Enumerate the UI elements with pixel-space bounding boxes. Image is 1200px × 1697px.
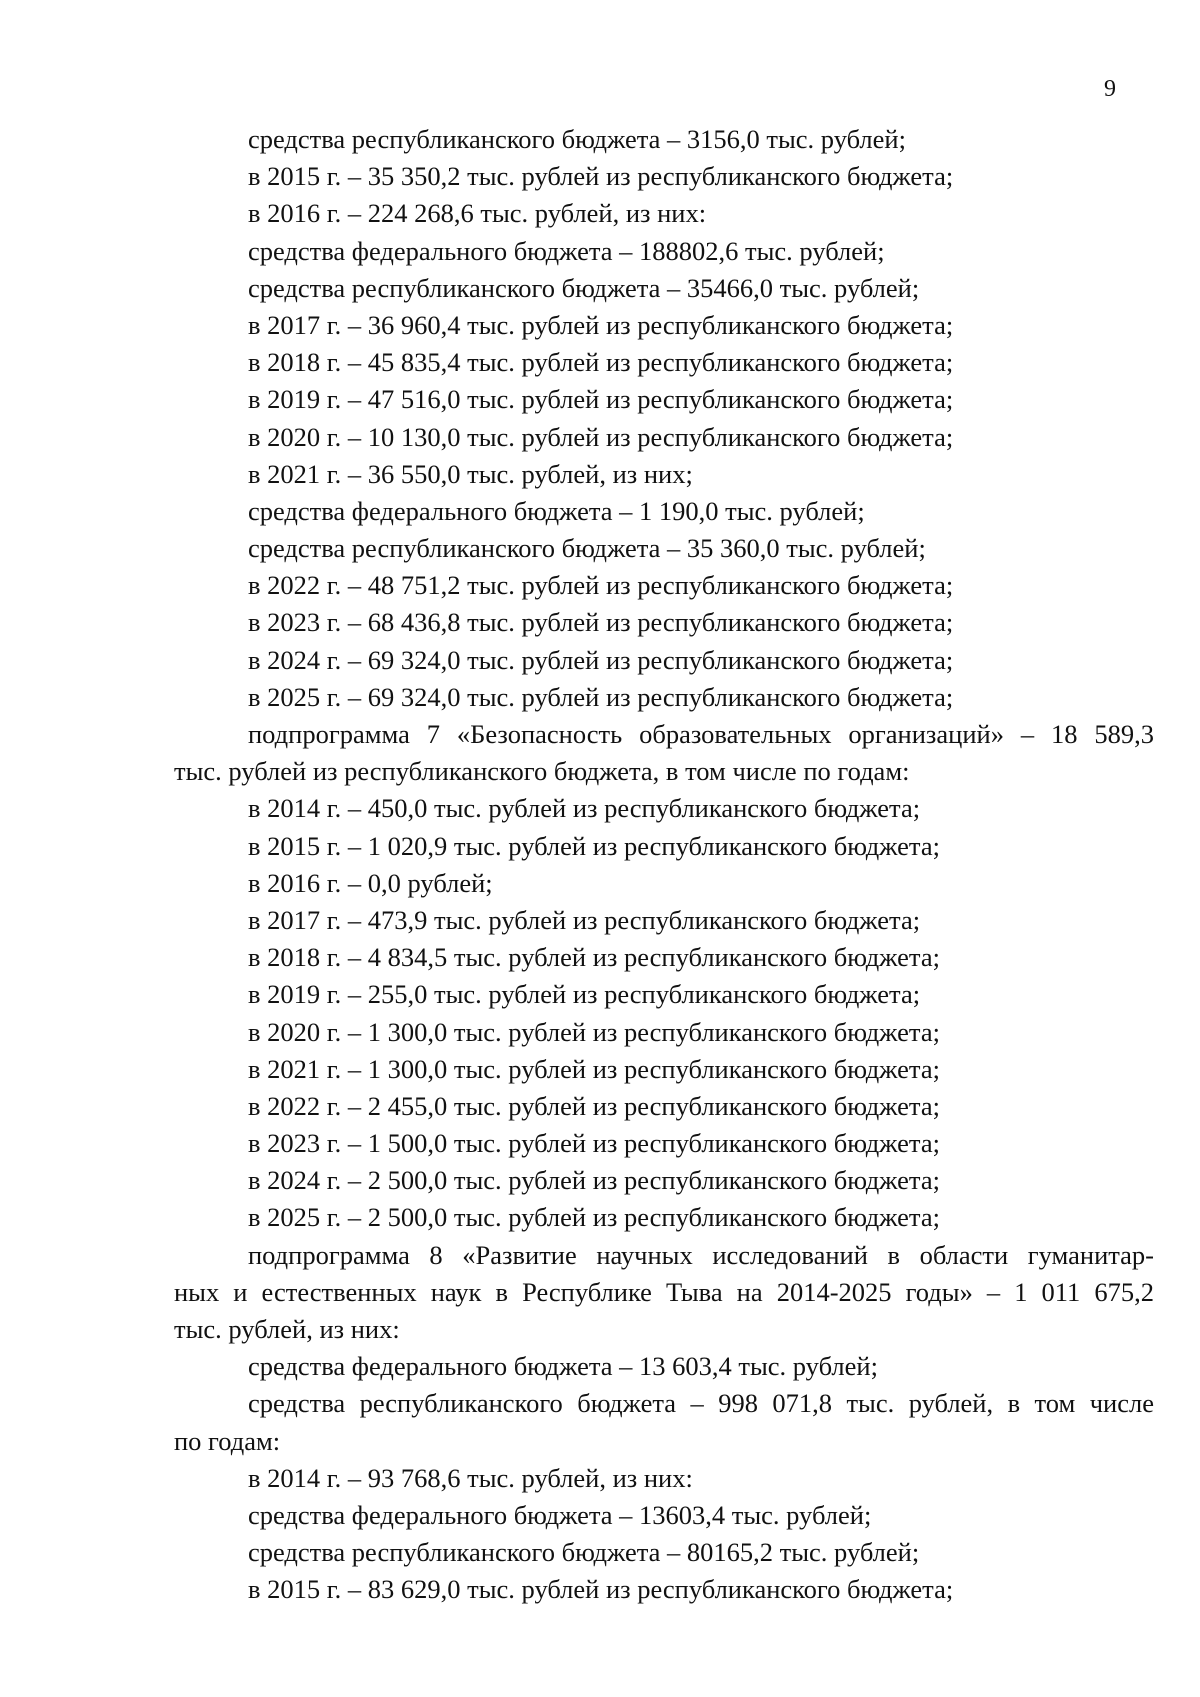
text-line: в 2024 г. – 2 500,0 тыс. рублей из республиканского бюджета; xyxy=(248,1165,940,1196)
text-line: средства республиканского бюджета – 80165,2 тыс. рублей; xyxy=(248,1537,920,1568)
text-line: подпрограмма 8 «Развитие научных исследований в области гуманитар- xyxy=(248,1239,1154,1270)
text-line: средства республиканского бюджета – 3156,0 тыс. рублей; xyxy=(248,124,906,154)
document-body xyxy=(174,121,1154,1609)
text-line: подпрограмма 7 «Безопасность образовательных организаций» – 18 589,3 xyxy=(248,719,1154,749)
text-line: в 2023 г. – 1 500,0 тыс. рублей из республиканского бюджета; xyxy=(248,1128,940,1159)
text-line: в 2024 г. – 69 324,0 тыс. рублей из республиканского бюджета; xyxy=(248,644,954,675)
text-line: в 2020 г. – 10 130,0 тыс. рублей из республиканского бюджета; xyxy=(248,421,954,452)
text-line: средства федерального бюджета – 1 190,0 тыс. рублей; xyxy=(248,495,865,526)
text-line: в 2015 г. – 35 350,2 тыс. рублей из республиканского бюджета; xyxy=(248,161,954,192)
text-line: средства республиканского бюджета – 35 360,0 тыс. рублей; xyxy=(248,533,926,564)
text-line: тыс. рублей, из них: xyxy=(174,1314,400,1344)
text-line: ных и естественных наук в Республике Тыва на 2014-2025 годы» – 1 011 675,2 xyxy=(174,1276,1154,1307)
text-line: в 2023 г. – 68 436,8 тыс. рублей из республиканского бюджета; xyxy=(248,607,954,638)
text-line: средства республиканского бюджета – 35466,0 тыс. рублей; xyxy=(248,272,920,303)
text-line: в 2016 г. – 224 268,6 тыс. рублей, из них: xyxy=(248,198,707,229)
text-line: в 2015 г. – 1 020,9 тыс. рублей из республиканского бюджета; xyxy=(248,830,940,861)
text-line: по годам: xyxy=(174,1425,281,1456)
text-line: в 2022 г. – 48 751,2 тыс. рублей из республиканского бюджета; xyxy=(248,570,954,601)
text-line: в 2022 г. – 2 455,0 тыс. рублей из республиканского бюджета; xyxy=(248,1090,940,1121)
text-line: в 2018 г. – 45 835,4 тыс. рублей из республиканского бюджета; xyxy=(248,347,954,378)
text-line: в 2017 г. – 473,9 тыс. рублей из республиканского бюджета; xyxy=(248,904,921,935)
text-line: в 2015 г. – 83 629,0 тыс. рублей из республиканского бюджета; xyxy=(248,1574,954,1605)
text-line: в 2020 г. – 1 300,0 тыс. рублей из республиканского бюджета; xyxy=(248,1016,940,1047)
text-line: в 2014 г. – 450,0 тыс. рублей из республиканского бюджета; xyxy=(248,793,921,824)
text-line: в 2025 г. – 2 500,0 тыс. рублей из республиканского бюджета; xyxy=(248,1202,940,1233)
text-line: в 2019 г. – 255,0 тыс. рублей из республиканского бюджета; xyxy=(248,979,921,1010)
text-line: средства федерального бюджета – 13603,4 тыс. рублей; xyxy=(248,1499,872,1530)
text-line: тыс. рублей из республиканского бюджета, в том числе по годам: xyxy=(174,756,910,787)
text-line: в 2018 г. – 4 834,5 тыс. рублей из республиканского бюджета; xyxy=(248,942,940,973)
text-line: в 2021 г. – 1 300,0 тыс. рублей из республиканского бюджета; xyxy=(248,1053,940,1084)
text-line: в 2016 г. – 0,0 рублей; xyxy=(248,867,493,898)
text-line: в 2019 г. – 47 516,0 тыс. рублей из республиканского бюджета; xyxy=(248,384,954,415)
text-line: в 2014 г. – 93 768,6 тыс. рублей, из них: xyxy=(248,1462,693,1493)
text-line: средства республиканского бюджета – 998 071,8 тыс. рублей, в том числе xyxy=(248,1388,1154,1419)
text-line: в 2017 г. – 36 960,4 тыс. рублей из республиканского бюджета; xyxy=(248,309,954,340)
text-line: в 2025 г. – 69 324,0 тыс. рублей из республиканского бюджета; xyxy=(248,681,954,712)
text-line: средства федерального бюджета – 188802,6 тыс. рублей; xyxy=(248,235,885,266)
page-number: 9 xyxy=(1104,76,1116,102)
text-line: в 2021 г. – 36 550,0 тыс. рублей, из них; xyxy=(248,458,693,489)
text-line: средства федерального бюджета – 13 603,4 тыс. рублей; xyxy=(248,1351,878,1382)
